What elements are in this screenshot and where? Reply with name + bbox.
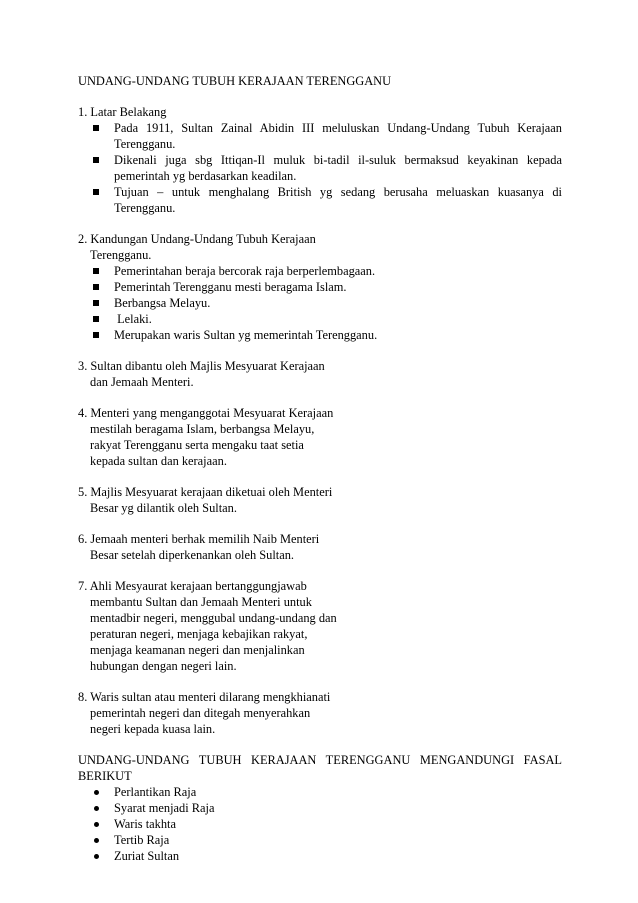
- paragraph-line: rakyat Terengganu serta mengaku taat setia: [90, 438, 304, 452]
- document-page: [78, 73, 562, 864]
- section-heading: [78, 231, 562, 247]
- paragraph-line: Besar setelah diperkenankan oleh Sultan.: [90, 548, 295, 562]
- paragraph-line: [78, 484, 562, 500]
- paragraph-line: [78, 531, 562, 547]
- bullet-list: [78, 120, 562, 216]
- list-item: Tujuan – untuk menghalang British yg sedang berusaha meluaskan kuasanya di Terengganu.: [78, 184, 562, 216]
- bullet-list: [78, 263, 562, 343]
- paragraph-line: mentadbir negeri, menggubal undang-undang dan: [90, 611, 337, 625]
- section-number: 7.: [78, 579, 88, 593]
- list-item: Perlantikan Raja: [78, 784, 562, 800]
- list-item: Tertib Raja: [78, 832, 562, 848]
- paragraph-line: kepada sultan dan kerajaan.: [90, 454, 227, 468]
- list-item: Zuriat Sultan: [78, 848, 562, 864]
- list-item: Pada 1911, Sultan Zainal Abidin III meluluskan Undang-Undang Tubuh Kerajaan Terengganu.: [78, 120, 562, 152]
- paragraph-line: hubungan dengan negeri lain.: [90, 659, 237, 673]
- section-number: 1.: [78, 105, 88, 119]
- section-7: [78, 578, 562, 674]
- list-item: Waris takhta: [78, 816, 562, 832]
- section-number: 2.: [78, 232, 88, 246]
- paragraph-line: [78, 578, 562, 594]
- paragraph-line: mestilah beragama Islam, berbangsa Melayu,: [90, 422, 315, 436]
- section-8: [78, 689, 562, 737]
- list-item: Pemerintah Terengganu mesti beragama Islam.: [78, 279, 562, 295]
- paragraph-line: [78, 358, 562, 374]
- section-4: [78, 405, 562, 469]
- paragraph-text: Sultan dibantu oleh Majlis Mesyuarat Kerajaan: [90, 359, 325, 373]
- list-item: Pemerintahan beraja bercorak raja berperlembagaan.: [78, 263, 562, 279]
- section-number: 8.: [78, 690, 88, 704]
- section-heading: [78, 104, 562, 120]
- paragraph-line: membantu Sultan dan Jemaah Menteri untuk: [90, 595, 312, 609]
- paragraph-text: Jemaah menteri berhak memilih Naib Menteri: [90, 532, 320, 546]
- paragraph-line: menjaga keamanan negeri dan menjalinkan: [90, 643, 305, 657]
- section-heading-text: Latar Belakang: [90, 105, 167, 119]
- list-item: Lelaki.: [78, 311, 562, 327]
- closing-section: [78, 752, 562, 864]
- paragraph-line: [78, 689, 562, 705]
- list-item: Berbangsa Melayu.: [78, 295, 562, 311]
- paragraph-line: pemerintah negeri dan ditegah menyerahkan: [90, 706, 311, 720]
- paragraph-line: [78, 405, 562, 421]
- paragraph-text: Menteri yang menganggotai Mesyuarat Kerajaan: [90, 406, 334, 420]
- paragraph-line: peraturan negeri, menjaga kebajikan rakyat,: [90, 627, 308, 641]
- section-number: 3.: [78, 359, 88, 373]
- section-number: 6.: [78, 532, 88, 546]
- list-item: Syarat menjadi Raja: [78, 800, 562, 816]
- bullet-list: [78, 784, 562, 864]
- section-heading-text: Kandungan Undang-Undang Tubuh Kerajaan: [90, 232, 316, 246]
- section-number: 5.: [78, 485, 88, 499]
- section-2: [78, 231, 562, 343]
- closing-heading-line: UNDANG-UNDANG TUBUH KERAJAAN TERENGGANU MENGANDUNGI FASAL: [78, 753, 562, 767]
- section-5: [78, 484, 562, 516]
- document-title: UNDANG-UNDANG TUBUH KERAJAAN TERENGGANU: [78, 74, 392, 88]
- paragraph-text: Ahli Mesyaurat kerajaan bertanggungjawab: [89, 579, 307, 593]
- paragraph-text: Waris sultan atau menteri dilarang mengkhianati: [90, 690, 331, 704]
- section-heading-continued: Terengganu.: [90, 248, 152, 262]
- paragraph-line: Besar yg dilantik oleh Sultan.: [90, 501, 237, 515]
- section-6: [78, 531, 562, 563]
- section-3: [78, 358, 562, 390]
- paragraph-text: Majlis Mesyuarat kerajaan diketuai oleh Menteri: [90, 485, 333, 499]
- paragraph-line: dan Jemaah Menteri.: [90, 375, 194, 389]
- section-1: [78, 104, 562, 216]
- closing-heading-line: BERIKUT: [78, 769, 132, 783]
- section-number: 4.: [78, 406, 88, 420]
- list-item: Dikenali juga sbg Ittiqan-Il muluk bi-tadil il-suluk bermaksud keyakinan kepada pemerintah yg berdasarkan keadilan.: [78, 152, 562, 184]
- paragraph-line: negeri kepada kuasa lain.: [90, 722, 216, 736]
- list-item: Merupakan waris Sultan yg memerintah Terengganu.: [78, 327, 562, 343]
